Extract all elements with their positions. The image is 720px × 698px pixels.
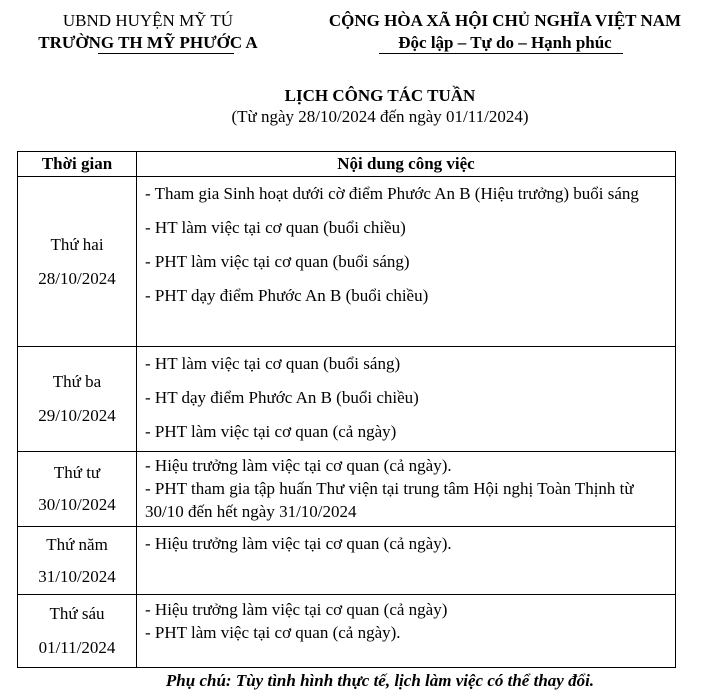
task-item: - Hiệu trưởng làm việc tại cơ quan (cả ngày). bbox=[145, 456, 452, 475]
motto-line: Độc lập – Tự do – Hạnh phúc bbox=[398, 33, 612, 52]
day-cell bbox=[18, 527, 137, 595]
task-item: - HT dạy điểm Phước An B (buổi chiều) bbox=[145, 388, 419, 407]
day-date: 30/10/2024 bbox=[38, 495, 116, 514]
document-subtitle: (Từ ngày 28/10/2024 đến ngày 01/11/2024) bbox=[231, 107, 529, 126]
tasks-cell bbox=[137, 595, 676, 668]
country-name: CỘNG HÒA XÃ HỘI CHỦ NGHĨA VIỆT NAM bbox=[328, 11, 682, 30]
day-cell bbox=[18, 177, 137, 347]
tasks-cell bbox=[137, 452, 676, 527]
table-header-row bbox=[18, 152, 676, 177]
task-item: - PHT làm việc tại cơ quan (buổi sáng) bbox=[145, 252, 410, 271]
task-item: - PHT dạy điểm Phước An B (buổi chiều) bbox=[145, 286, 429, 305]
tasks-cell bbox=[137, 177, 676, 347]
school-name: TRƯỜNG TH MỸ PHƯỚC A bbox=[38, 33, 258, 52]
header-content: Nội dung công việc bbox=[137, 152, 676, 177]
tasks-cell bbox=[137, 347, 676, 452]
day-name: Thứ hai bbox=[50, 234, 104, 254]
motto-underline bbox=[379, 53, 623, 54]
table-row bbox=[18, 527, 676, 595]
day-date: 31/10/2024 bbox=[38, 566, 116, 586]
issuing-authority bbox=[18, 10, 278, 55]
header-time: Thời gian bbox=[18, 152, 137, 177]
day-date: 01/11/2024 bbox=[38, 638, 116, 657]
table-row bbox=[18, 177, 676, 347]
document-title: LỊCH CÔNG TÁC TUẦN bbox=[284, 86, 476, 105]
day-cell bbox=[18, 452, 137, 527]
school-underline bbox=[98, 53, 234, 54]
authority-line: UBND HUYỆN MỸ TÚ bbox=[62, 11, 234, 30]
table-row bbox=[18, 452, 676, 527]
task-item: - PHT làm việc tại cơ quan (cả ngày) bbox=[145, 422, 397, 441]
day-name: Thứ năm bbox=[46, 534, 108, 554]
national-motto bbox=[290, 10, 720, 55]
table-row bbox=[18, 347, 676, 452]
task-item: - Hiệu trưởng làm việc tại cơ quan (cả ngày) bbox=[145, 600, 448, 619]
day-name: Thứ tư bbox=[53, 463, 101, 482]
task-item: - Tham gia Sinh hoạt dưới cờ điểm Phước An B (Hiệu trưởng) buổi sáng bbox=[145, 184, 639, 203]
task-item: - HT làm việc tại cơ quan (buổi chiều) bbox=[145, 218, 406, 237]
footnote: Phụ chú: Tùy tình hình thực tế, lịch làm việc có thể thay đổi. bbox=[165, 671, 595, 690]
task-item: - PHT làm việc tại cơ quan (cả ngày). bbox=[145, 623, 401, 642]
day-cell bbox=[18, 595, 137, 668]
table-row bbox=[18, 595, 676, 668]
day-date: 29/10/2024 bbox=[38, 406, 116, 425]
task-item: - Hiệu trưởng làm việc tại cơ quan (cả ngày). bbox=[145, 534, 452, 553]
day-name: Thứ sáu bbox=[49, 604, 105, 623]
day-date: 28/10/2024 bbox=[38, 268, 116, 288]
task-item: - HT làm việc tại cơ quan (buổi sáng) bbox=[145, 354, 401, 373]
tasks-cell bbox=[137, 527, 676, 595]
schedule-table bbox=[17, 151, 676, 668]
task-item: - PHT tham gia tập huấn Thư viện tại trung tâm Hội nghị Toàn Thịnh từ 30/10 đến hết ngày 31/10/2024 bbox=[145, 479, 634, 521]
day-cell bbox=[18, 347, 137, 452]
day-name: Thứ ba bbox=[52, 372, 102, 391]
